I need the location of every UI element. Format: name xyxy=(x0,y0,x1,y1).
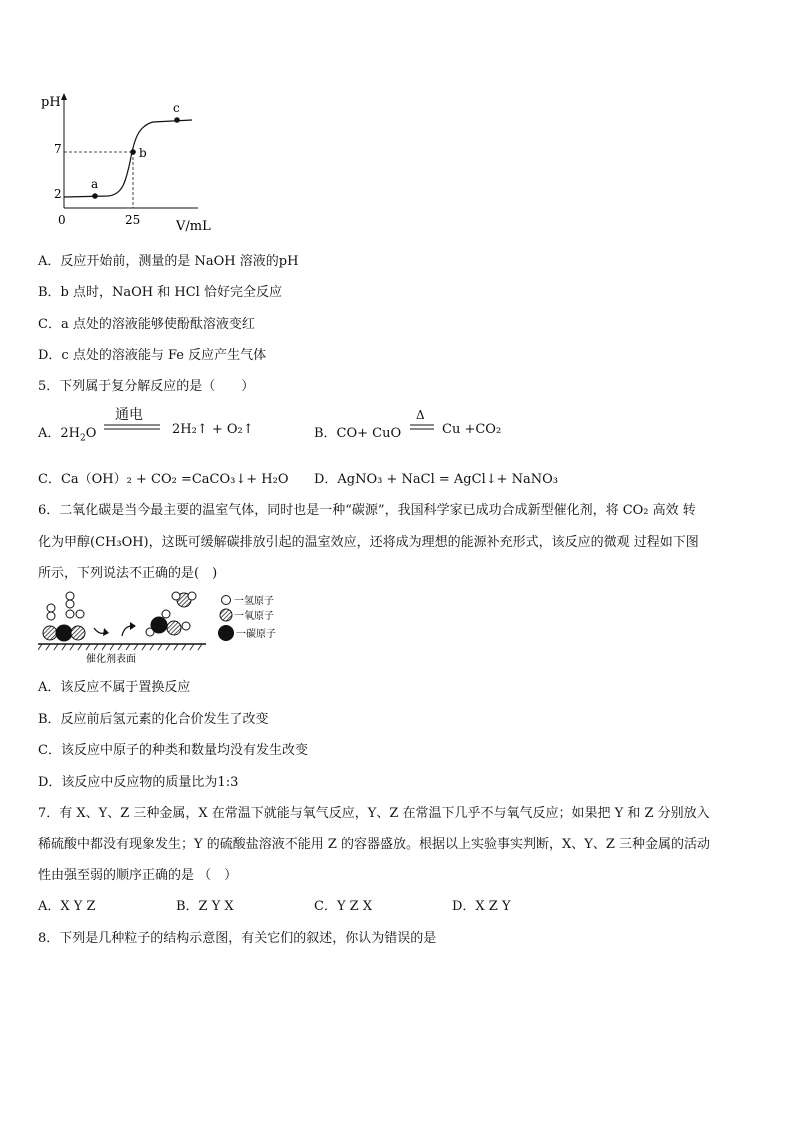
q5-option-a xyxy=(38,422,96,444)
x-axis-label: V/mL xyxy=(176,219,211,234)
q5-b-condition: Δ xyxy=(416,408,425,422)
point-b-label: b xyxy=(139,146,147,160)
q6-option-a: A．该反应不属于置换反应 xyxy=(38,680,191,695)
legend-hydrogen: 一氢原子 xyxy=(234,596,274,607)
q6-option-c: C．该反应中原子的种类和数量均没有发生改变 xyxy=(38,743,308,758)
q4-option-d: D．c 点处的溶液能与 Fe 反应产生气体 xyxy=(38,348,267,363)
q7-stem-line3: 性由强至弱的顺序正确的是 （ ） xyxy=(38,868,238,883)
q7-stem-line1: 7．有 X、Y、Z 三种金属，X 在常温下就能与氧气反应，Y、Z 在常温下几乎不与氧气反应；如果把 Y 和 Z 分别放入 xyxy=(38,806,710,821)
q5-option-d: D．AgNO₃ + NaCl = AgCl↓+ NaNO₃ xyxy=(314,472,559,487)
q7-option-c: C．Y Z X xyxy=(314,899,373,914)
y-tick-7: 7 xyxy=(54,142,62,156)
q6-stem-line3: 所示，下列说法不正确的是( ) xyxy=(38,566,218,581)
q8-stem: 8．下列是几种粒子的结构示意图，有关它们的叙述，你认为错误的是 xyxy=(38,931,437,946)
q4-option-a: A．反应开始前，测量的是 NaOH 溶液的pH xyxy=(38,254,299,269)
reaction-diagram xyxy=(38,588,288,668)
q5-stem: 5．下列属于复分解反应的是（ ） xyxy=(38,379,255,394)
q4-option-b: B．b 点时，NaOH 和 HCl 恰好完全反应 xyxy=(38,285,282,300)
x-tick-25: 25 xyxy=(125,213,141,227)
q7-option-a: A．X Y Z xyxy=(38,899,96,914)
q5-a-rest: O xyxy=(85,426,97,441)
ph-graph xyxy=(38,90,238,240)
q5-b-equals xyxy=(410,424,436,432)
q6-option-d: D．该反应中反应物的质量比为1:3 xyxy=(38,775,239,790)
origin-label: 0 xyxy=(58,213,66,227)
q7-option-d: D．X Z Y xyxy=(452,899,511,914)
q6-stem-line1: 6．二氧化碳是当今最主要的温室气体，同时也是一种“碳源”，我国科学家已成功合成新型催化剂，将 CO₂ 高效 转 xyxy=(38,503,696,518)
point-a xyxy=(92,193,98,199)
q7-stem-line2: 稀硫酸中都没有现象发生；Y 的硫酸盐溶液不能用 Z 的容器盛放。根据以上实验事实判断，X、Y、Z 三种金属的活动 xyxy=(38,837,711,852)
q5-a-equals xyxy=(104,424,162,432)
q7-option-b: B．Z Y X xyxy=(176,899,234,914)
q4-option-c: C．a 点处的溶液能够使酚酞溶液变红 xyxy=(38,317,255,332)
q5-a-condition: 通电 xyxy=(115,407,143,423)
q5-option-c: C．Ca（OH）₂ + CO₂ =CaCO₃↓+ H₂O xyxy=(38,472,289,487)
q5-b-products: Cu +CO₂ xyxy=(442,422,502,437)
q5-a-products: 2H₂↑ + O₂↑ xyxy=(172,422,254,437)
point-a-label: a xyxy=(91,177,99,191)
y-axis-arrow xyxy=(61,93,67,100)
legend-carbon: 一碳原子 xyxy=(236,629,276,640)
point-c xyxy=(174,117,180,123)
y-tick-2: 2 xyxy=(54,187,62,201)
surface-label: 催化剂表面 xyxy=(86,654,136,665)
q5-option-b: B．CO+ CuO xyxy=(314,426,402,441)
point-b xyxy=(130,149,136,155)
q5-a-sub: 2 xyxy=(80,433,86,444)
q6-stem-line2: 化为甲醇(CH₃OH)，这既可缓解碳排放引起的温室效应，还将成为理想的能源补充形式，该反应的微观 过程如下图 xyxy=(38,535,699,550)
point-c-label: c xyxy=(173,101,180,115)
y-axis-label: pH xyxy=(41,95,61,110)
ph-curve xyxy=(64,120,192,197)
q5-a-prefix: A．2H xyxy=(38,426,80,441)
q6-option-b: B．反应前后氢元素的化合价发生了改变 xyxy=(38,712,269,727)
legend-oxygen: 一氧原子 xyxy=(234,611,274,622)
